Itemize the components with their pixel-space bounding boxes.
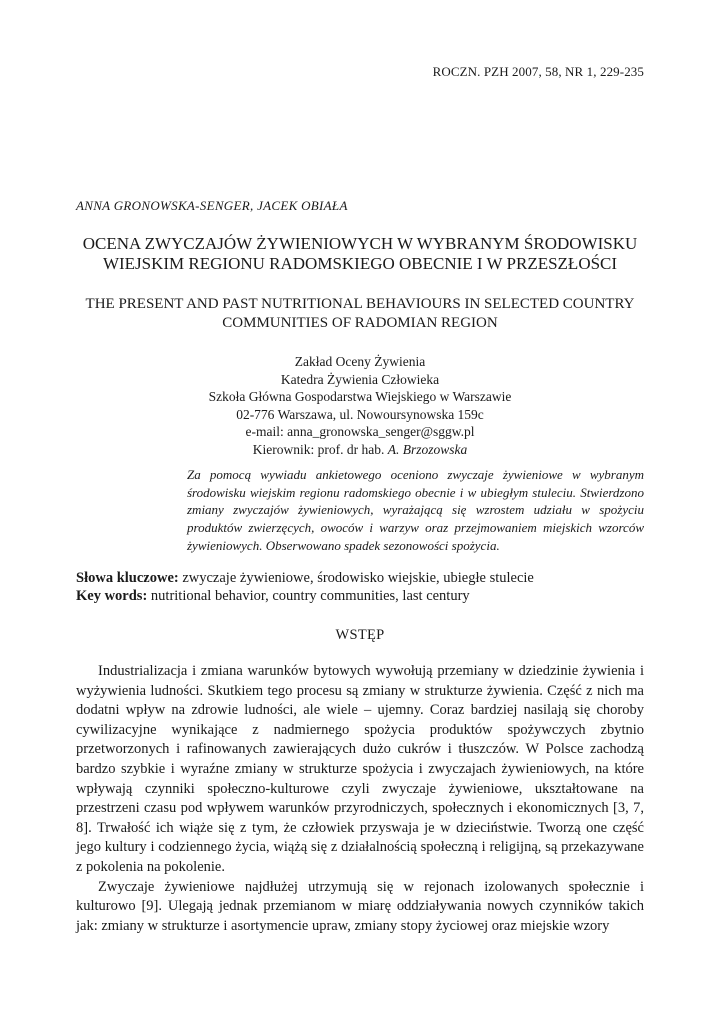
paragraph: Zwyczaje żywieniowe najdłużej utrzymują się w rejonach izolowanych społecznie i kulturowo [9]. Ulegają jednak przemianom w miarę oddziaływania nowych czynników takich jak: zmiany w strukturze i asortymencie upraw, zmiany stopy życiowej oraz miejskie wzory bbox=[76, 878, 644, 934]
affiliation-department: Zakład Oceny Żywienia bbox=[294, 354, 426, 369]
affiliation-chair: Katedra Żywienia Człowieka bbox=[280, 371, 440, 387]
keywords-polish-text: zwyczaje żywieniowe, środowisko wiejskie, ubiegłe stulecie bbox=[182, 570, 534, 586]
title-english-line-1: THE PRESENT AND PAST NUTRITIONAL BEHAVIOURS IN SELECTED COUNTRY bbox=[85, 296, 635, 312]
keywords-english bbox=[76, 587, 656, 605]
keywords-polish-label: Słowa kluczowe: bbox=[76, 570, 179, 586]
title-polish-line-2: WIEJSKIM REGIONU RADOMSKIEGO OBECNIE I W PRZESZŁOŚCI bbox=[102, 254, 618, 273]
abstract: Za pomocą wywiadu ankietowego oceniono zwyczaje żywieniowe w wybranym środowisku wiejskim regionu radomskiego obecnie i w ubiegłym stuleciu. Stwierdzono zmiany zwyczajów żywieniowych, wyrażającą się wzrostem udziału w spożyciu produktów zwierzęcych, owoców i warzyw oraz przejmowaniem miejskich wzorców żywieniowych. Obserwowano spadek sezonowości spożycia. bbox=[187, 467, 644, 553]
affiliation-head-label: Kierownik: prof. dr hab. bbox=[252, 441, 385, 457]
title-polish bbox=[60, 234, 660, 274]
affiliation bbox=[100, 353, 620, 458]
paragraph: Industrializacja i zmiana warunków bytowych wywołują przemiany w dziedzinie żywienia i wyżywienia ludności. Skutkiem tego procesu są zmiany w strukturze żywienia. Część z nich ma dodatni wpływ na zdrowie ludności, ale wiele – ujemny. Coraz bardziej nasilają się choroby cywilizacyjne wynikające z nadmiernego spożycia produktów spożywczych zbytnio przetworzonych i rafinowanych zawierających dużo cukrów i tłuszczów. W Polsce zachodzą bardzo szybkie i wyraźne zmiany w strukturze spożycia i zwyczajach żywieniowych, na które wpływają czynniki społeczno-kulturowe czyli zwyczaje żywieniowe, ukształtowane na przestrzeni czasu pod wpływem warunków przyrodniczych, społecznych i ekonomicznych [3, 7, 8]. Trwałość ich wiąże się z tym, że człowiek przyswaja je w dzieciństwie. Tworzą one część jego kultury i codziennego życia, wiążą się z działalnością społeczną i religijną, są przekazywane z pokolenia na pokolenie. bbox=[76, 663, 644, 875]
body-text bbox=[76, 662, 644, 936]
affiliation-head bbox=[100, 441, 620, 459]
title-english bbox=[60, 295, 660, 333]
keywords-polish bbox=[76, 569, 656, 587]
title-polish-line-1: OCENA ZWYCZAJÓW ŻYWIENIOWYCH W WYBRANYM ŚRODOWISKU bbox=[82, 234, 638, 253]
keywords-english-text: nutritional behavior, country communities, last century bbox=[150, 588, 470, 604]
affiliation-email: e-mail: anna_gronowska_senger@sggw.pl bbox=[245, 424, 475, 439]
title-english-line-2: COMMUNITIES OF RADOMIAN REGION bbox=[222, 315, 498, 331]
affiliation-school: Szkoła Główna Gospodarstwa Wiejskiego w Warszawie bbox=[208, 389, 512, 404]
keywords-block bbox=[76, 569, 656, 605]
affiliation-head-name: A. Brzozowska bbox=[387, 441, 468, 457]
journal-reference: ROCZN. PZH 2007, 58, NR 1, 229-235 bbox=[432, 64, 644, 79]
keywords-english-label: Key words: bbox=[76, 588, 148, 604]
authors: ANNA GRONOWSKA-SENGER, JACEK OBIAŁA bbox=[76, 198, 348, 213]
section-heading: WSTĘP bbox=[335, 627, 385, 643]
affiliation-address: 02-776 Warszawa, ul. Nowoursynowska 159c bbox=[236, 406, 484, 422]
